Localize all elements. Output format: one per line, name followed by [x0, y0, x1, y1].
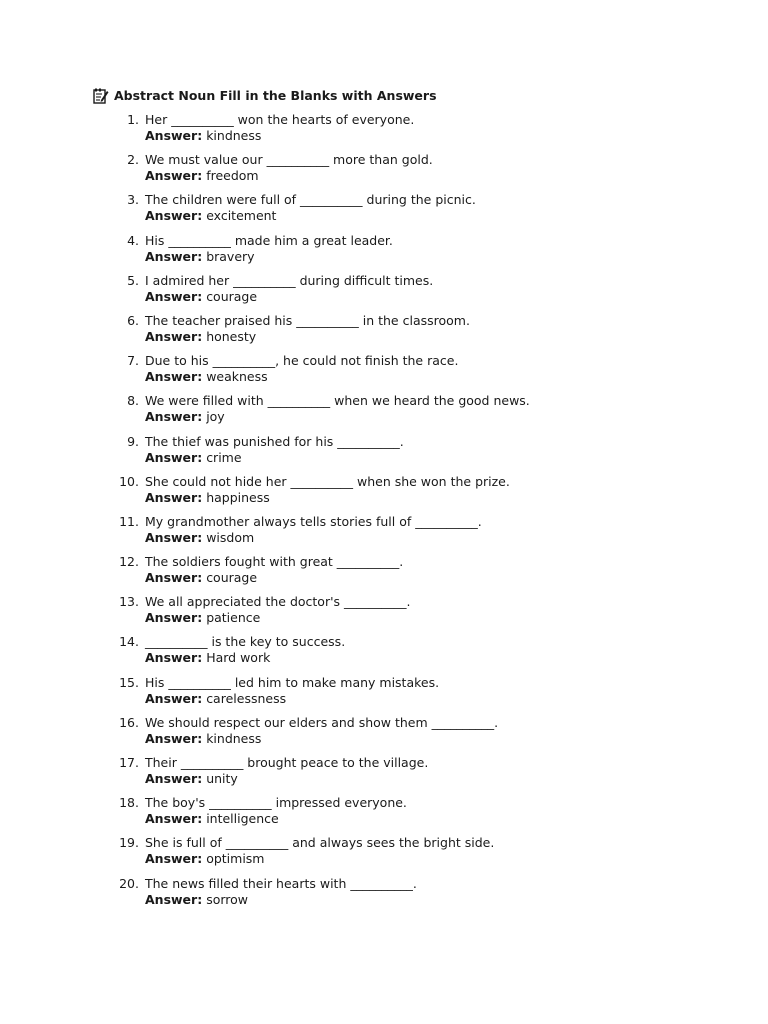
item-number: 17. — [119, 755, 139, 770]
notepad-pencil-icon — [93, 88, 109, 104]
question-text: My grandmother always tells stories full of __________. — [145, 513, 482, 529]
answer-label: Answer: — [145, 489, 203, 505]
item-body — [139, 514, 482, 554]
question-text: We should respect our elders and show them __________. — [145, 714, 499, 730]
answer-value: crime — [206, 449, 242, 465]
answer-line — [145, 731, 498, 747]
list-item — [110, 835, 710, 875]
item-number: 15. — [119, 674, 139, 690]
item-body — [139, 393, 530, 433]
answer-line — [145, 329, 470, 345]
item-number: 9. — [127, 433, 139, 449]
list-item — [110, 192, 710, 232]
item-number: 2. — [127, 152, 139, 168]
question-text: We must value our __________ more than gold. — [145, 152, 433, 168]
answer-label: Answer: — [145, 409, 203, 425]
answer-line — [145, 650, 345, 666]
list-item — [110, 675, 710, 715]
list-item — [110, 233, 710, 273]
item-number: 3. — [127, 192, 139, 208]
answer-value: carelessness — [206, 690, 287, 706]
question-text: The thief was punished for his __________. — [145, 433, 404, 449]
answer-value: patience — [206, 610, 261, 626]
question-text: His __________ led him to make many mistakes. — [145, 674, 440, 690]
item-number: 8. — [127, 393, 139, 409]
answer-label: Answer: — [145, 610, 203, 626]
list-item — [110, 795, 710, 835]
list-item — [110, 152, 710, 192]
answer-line — [145, 168, 433, 184]
question-text: She could not hide her __________ when she won the prize. — [145, 473, 510, 489]
question-text: Their __________ brought peace to the village. — [145, 755, 429, 770]
answer-value: freedom — [206, 168, 259, 184]
answer-value: bravery — [206, 248, 255, 264]
answer-line — [145, 851, 494, 867]
item-number: 12. — [119, 554, 139, 570]
answer-label: Answer: — [145, 891, 203, 907]
question-text: __________ is the key to success. — [145, 634, 346, 650]
answer-label: Answer: — [145, 288, 203, 304]
list-item — [110, 554, 710, 594]
answer-label: Answer: — [145, 328, 203, 344]
item-body — [139, 715, 498, 755]
answer-line — [145, 691, 439, 707]
answer-label: Answer: — [145, 650, 203, 666]
answer-line — [145, 249, 393, 265]
document-heading — [93, 87, 437, 105]
list-item — [110, 434, 710, 474]
item-number: 13. — [119, 594, 139, 610]
question-list — [110, 112, 710, 916]
question-text: Her __________ won the hearts of everyone. — [145, 112, 415, 127]
list-item — [110, 393, 710, 433]
answer-label: Answer: — [145, 529, 203, 545]
item-body — [139, 152, 433, 192]
answer-line — [145, 771, 428, 787]
answer-line — [145, 530, 482, 546]
answer-value: happiness — [206, 489, 270, 505]
item-number: 19. — [119, 835, 139, 851]
item-number: 14. — [119, 634, 139, 650]
answer-label: Answer: — [145, 851, 203, 867]
answer-value: joy — [206, 409, 225, 425]
answer-value: courage — [206, 288, 258, 304]
item-body — [139, 755, 428, 795]
answer-value: wisdom — [206, 529, 255, 545]
answer-line — [145, 208, 476, 224]
item-body — [139, 634, 345, 674]
question-text: She is full of __________ and always sees the bright side. — [145, 835, 495, 851]
question-text: I admired her __________ during difficult times. — [145, 272, 434, 288]
answer-line — [145, 409, 530, 425]
answer-line — [145, 369, 458, 385]
item-number: 6. — [127, 312, 139, 328]
item-body — [139, 474, 510, 514]
page-title: Abstract Noun Fill in the Blanks with Answers — [114, 88, 437, 103]
answer-value: kindness — [206, 128, 262, 143]
answer-label: Answer: — [145, 208, 203, 224]
question-text: We all appreciated the doctor's __________. — [145, 594, 411, 610]
answer-value: Hard work — [206, 650, 271, 666]
answer-label: Answer: — [145, 570, 203, 586]
item-number: 11. — [119, 513, 139, 529]
answer-value: unity — [206, 771, 238, 786]
answer-value: weakness — [206, 369, 268, 385]
question-text: The teacher praised his __________ in the classroom. — [145, 312, 470, 328]
question-text: Due to his __________, he could not finish the race. — [145, 353, 459, 369]
item-body — [139, 554, 403, 594]
question-text: The news filled their hearts with __________. — [145, 875, 417, 891]
answer-line — [145, 570, 403, 586]
answer-value: honesty — [206, 328, 257, 344]
question-text: The children were full of __________ during the picnic. — [145, 192, 476, 208]
question-text: His __________ made him a great leader. — [145, 232, 393, 248]
answer-line — [145, 450, 404, 466]
answer-label: Answer: — [145, 690, 203, 706]
answer-label: Answer: — [145, 248, 203, 264]
item-number: 16. — [119, 714, 139, 730]
item-body — [139, 835, 494, 875]
answer-label: Answer: — [145, 369, 203, 385]
item-body — [139, 876, 417, 916]
list-item — [110, 634, 710, 674]
answer-label: Answer: — [145, 168, 203, 184]
item-body — [139, 434, 404, 474]
question-text: The boy's __________ impressed everyone. — [145, 795, 407, 811]
answer-label: Answer: — [145, 771, 203, 786]
list-item — [110, 112, 710, 152]
answer-label: Answer: — [145, 811, 203, 827]
item-body — [139, 233, 393, 273]
list-item — [110, 514, 710, 554]
answer-line — [145, 128, 414, 144]
answer-label: Answer: — [145, 449, 203, 465]
answer-line — [145, 892, 417, 908]
item-body — [139, 675, 439, 715]
item-body — [139, 192, 476, 232]
item-body — [139, 112, 414, 152]
answer-line — [145, 289, 433, 305]
answer-line — [145, 490, 510, 506]
list-item — [110, 474, 710, 514]
answer-value: sorrow — [206, 891, 249, 907]
answer-value: optimism — [206, 851, 265, 867]
answer-value: excitement — [206, 208, 277, 224]
list-item — [110, 273, 710, 313]
item-number: 10. — [119, 473, 139, 489]
answer-value: intelligence — [206, 811, 279, 827]
item-number: 20. — [119, 875, 139, 891]
question-text: The soldiers fought with great __________. — [145, 554, 404, 570]
list-item — [110, 715, 710, 755]
question-text: We were filled with __________ when we heard the good news. — [145, 393, 530, 409]
answer-value: courage — [206, 570, 258, 586]
item-number: 18. — [119, 795, 139, 811]
answer-label: Answer: — [145, 128, 203, 143]
answer-line — [145, 811, 407, 827]
item-body — [139, 313, 470, 353]
list-item — [110, 755, 710, 795]
item-number: 7. — [127, 353, 139, 369]
item-body — [139, 795, 407, 835]
list-item — [110, 876, 710, 916]
item-number: 5. — [127, 272, 139, 288]
list-item — [110, 594, 710, 634]
answer-value: kindness — [206, 730, 262, 746]
item-body — [139, 273, 433, 313]
answer-label: Answer: — [145, 730, 203, 746]
item-body — [139, 594, 411, 634]
item-body — [139, 353, 458, 393]
answer-line — [145, 610, 411, 626]
item-number: 4. — [127, 232, 139, 248]
list-item — [110, 353, 710, 393]
list-item — [110, 313, 710, 353]
item-number: 1. — [127, 112, 139, 127]
